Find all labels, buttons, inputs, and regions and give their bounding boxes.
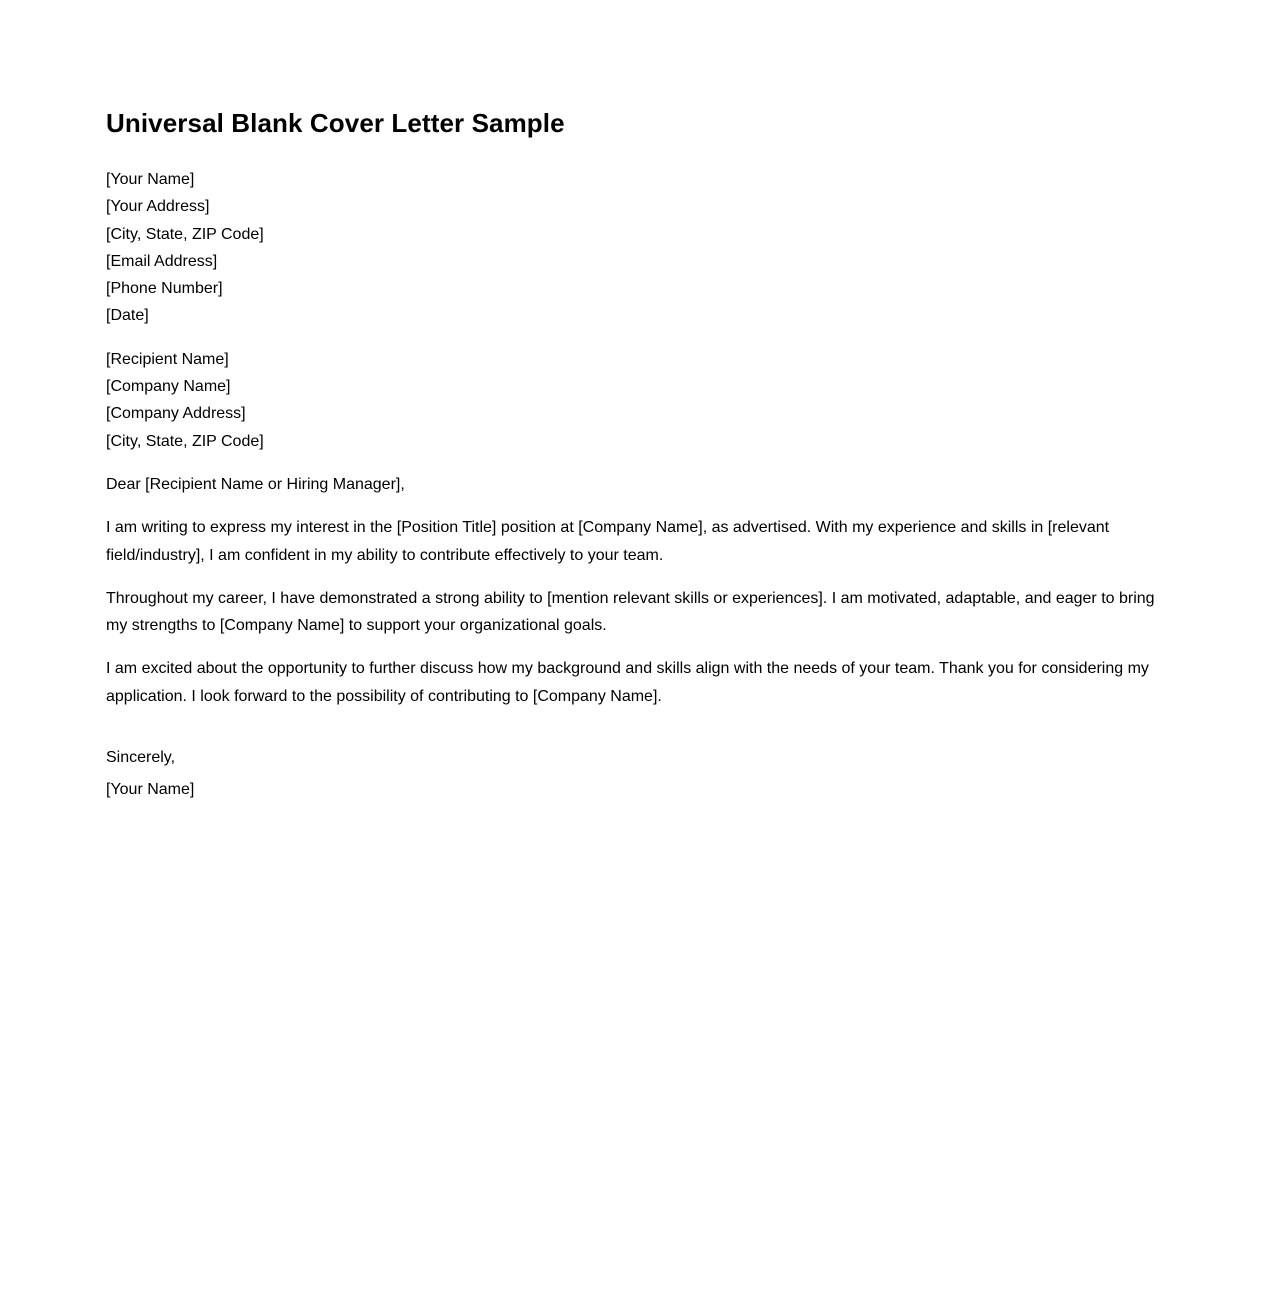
- recipient-address-block: [106, 346, 1166, 455]
- cover-letter-document: [106, 104, 1166, 803]
- sender-name: [Your Name]: [106, 171, 195, 188]
- document-title: Universal Blank Cover Letter Sample: [106, 108, 565, 138]
- salutation: Dear [Recipient Name or Hiring Manager],: [106, 475, 405, 493]
- recipient-name: [Recipient Name]: [106, 350, 229, 368]
- sender-address-block: [106, 166, 1166, 330]
- signature-name: [Your Name]: [106, 781, 195, 799]
- recipient-company-address: [Company Address]: [106, 405, 246, 423]
- recipient-company: [Company Name]: [106, 378, 231, 396]
- body-paragraph-2: Throughout my career, I have demonstrated a strong ability to [mention relevant skills or experiences]. I am motivated, adaptable, and eager to bring my strengths to [Company Name] to support your organizational goals.: [106, 589, 1155, 635]
- sender-email: [Email Address]: [106, 252, 218, 270]
- body-paragraph-1: I am writing to express my interest in the [Position Title] position at [Company Name], as advertised. With my experience and skills in [relevant field/industry], I am confident in my ability to contribute effectively to your team.: [106, 519, 1110, 564]
- letter-date: [Date]: [106, 307, 149, 325]
- body-paragraph-3: I am excited about the opportunity to further discuss how my background and skills align with the needs of your team. Thank you for considering my application. I look forward to the possibility of contributing to [Company Name].: [106, 660, 1149, 705]
- sender-phone: [Phone Number]: [106, 280, 223, 298]
- sender-city-state-zip: [City, State, ZIP Code]: [106, 225, 264, 243]
- recipient-city-state-zip: [City, State, ZIP Code]: [106, 432, 264, 450]
- sender-address: [Your Address]: [106, 198, 210, 216]
- closing: Sincerely,: [106, 749, 176, 767]
